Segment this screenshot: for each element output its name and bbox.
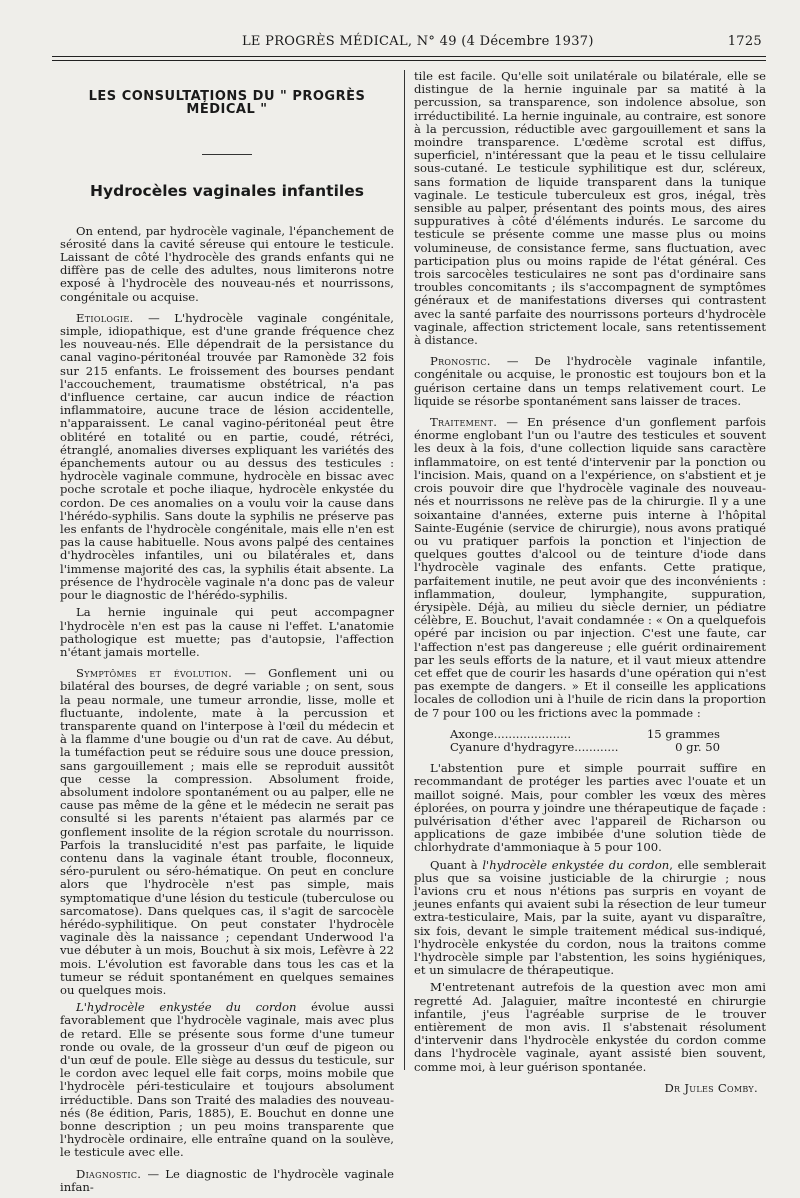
prescription-formula (450, 728, 720, 754)
quant-italic: l'hydrocèle enkystée du cordon (482, 857, 670, 872)
quant-text: , elle semblerait plus que sa voisine justiciable de la chirurgie ; nous l'avions cru et nous n'étions pas surpris en voyant de jeunes enfants qui avaient subi la résection de leur tumeur extra-testiculaire, Mais, par la suite, ayant vu disparaître, six fois, devant le simple traitement médical sus-indiqué, l'hydrocèle enkystée du cordon, nous la traitons comme l'hydrocèle simple par l'abstention, les soins hygiéniques, et un simulacre de thérapeutique. (414, 857, 767, 978)
etiologie-paragraph (60, 312, 394, 602)
right-column (414, 70, 766, 1095)
quant-paragraph (414, 859, 766, 978)
header-rule-second (52, 60, 766, 61)
header-rule (52, 56, 766, 57)
formula-quantity: 0 gr. 50 (675, 739, 720, 754)
article-title: Hydrocèles vaginales infantiles (90, 182, 364, 201)
diagnostic-heading: Diagnostic. (76, 1166, 142, 1181)
formula-quantity: 15 grammes (646, 726, 720, 741)
diagnostic-continued: tile est facile. Qu'elle soit unilatérale ou bilatérale, elle se distingue de la hernie inguinale par sa matité à la percussion, sa transparence, son indolence absolue, son irréductibilité. La hernie inguinale, au contraire, est sonore à la percussion, réductible avec gargouillement et sans la moindre transparence. L'œdème scrotal est diffus, superficiel, n'intéressant que la peau et le tissu cellulaire sous-cutané. Le testicule syphilitique est dur, scléreux, sans formation de liquide transparent dans la tunique vaginale. Le testicule tuberculeux est gros, inégal, très sensible au palper, présentant des points mous, des aires suppuratives à côté d'éléments indurés. Le sarcome du testicule se présente comme une masse plus ou moins volumineuse, de consistance ferme, sans fluctuation, avec participation plus ou moins rapide de l'état général. Ces trois sarcocèles testiculaires ne sont pas d'ordinaire sans troubles concomitants ; ils s'accompagnent de symptômes généraux et de manifestations diverses qui contrastent avec la santé parfaite des nourrissons porteurs d'hydrocèle vaginale, affection strictement locale, sans retentissement à distance. (414, 69, 766, 348)
traitement-heading: Traitement. (430, 415, 498, 430)
abstention-paragraph: L'abstention pure et simple pourrait suffire en recommandant de protéger les parties avec l'ouate et un maillot soigné. Mais, pour combler les vœux des mères éplorées, on pourra y joindre une thérapeutique de façade : pulvérisation d'éther avec l'appareil de Richarson ou applications de gaze imbibée d'une solution tiède de chlorhydrate d'ammoniaque à 5 pour 100. (414, 761, 766, 855)
traitement-paragraph (414, 416, 766, 720)
formula-row (450, 728, 720, 741)
symptomes-heading: Symptômes et évolution. (76, 666, 233, 681)
running-header (52, 34, 762, 54)
traitement-text: — En présence d'un gonflement parfois énorme englobant l'un ou l'autre des testicules et souvent les deux à la fois, d'une collection liquide sans caractère inflammatoire, on est tenté d'intervenir par la ponction ou l'incision. Mais, quand on a l'expérience, on s'abstient et je crois pouvoir dire que l'hydrocèle vaginale des nouveau-nés et nourrissons ne relève pas de la chirurgie. Il y a une soixantaine d'années, externe puis interne à l'hôpital Sainte-Eugénie (service de chirurgie), nous avons pratiqué ou vu pratiquer parfois la ponction et l'injection de quelques gouttes d'alcool ou de teinture d'iode dans l'hydrocèle vaginale des enfants. Cette pratique, parfaitement inutile, ne peut avoir que des inconvénients : inflammation, douleur, lymphangite, suppuration, érysipèle. Déjà, au milieu du siècle dernier, un pédiatre célèbre, E. Bouchut, l'avait condamnée : « On a quelquefois opéré par incision ou par injection. C'est une faute, car l'affection n'est pas dangereuse ; elle guérit ordinairement par les seuls efforts de la nature, et il vaut mieux attendre cet effet que de courir les hasards d'une opération qui n'est pas exempte de dangers. » Et il conseille les applications locales de collodion uni à l'huile de ricin dans la proportion de 7 pour 100 ou les frictions avec la pommade : (414, 415, 766, 720)
jalaguier-paragraph: M'entretenant autrefois de la question avec mon ami regretté Ad. Jalaguier, maître incontesté en chirurgie infantile, j'eus l'agréable surprise de le trouver entièrement de mon avis. Il s'abstenait résolument d'intervenir dans l'hydrocèle enkystée du cordon comme dans l'hydrocèle vaginale, ayant assisté bien souvent, comme moi, à leur guérison spontanée. (414, 980, 766, 1074)
title-separator (202, 154, 252, 155)
formula-row (450, 741, 720, 754)
symptomes-text: — Gonflement uni ou bilatéral des bourses, de degré variable ; on sent, sous la peau normale, une tumeur arrondie, lisse, molle et fluctuante, indolente, mate à la percussion et transparente quand on l'interpose à l'œil du médecin et à la flamme d'une bougie ou d'un rat de cave. Au début, la tuméfaction peut se réduire sous une douce pression, sans gargouillement ; mais elle se reproduit aussitôt que cesse la compression. Absolument froide, absolument indolore spontanément ou au palper, elle ne cause pas même de la gêne et le médecin ne serait pas consulté si les parents n'étaient pas alarmés par ce gonflement insolite de la région scrotale du nourrisson. Parfois la translucidité n'est pas parfaite, le liquide contenu dans la vaginale étant trouble, floconneux, séro-purulent ou séro-hématique. On peut en conclure alors que l'hydrocèle n'est pas simple, mais symptomatique d'une lésion du testicule (tuberculose ou sarcomatose). Dans quelques cas, il s'agit de sarcocèle hérédo-syphilitique. On peut constater l'hydrocèle vaginale dès la naissance ; cependant Underwood l'a vue débuter à un mois, Bouchut à six mois, Lefèvre à 22 mois. L'évolution est favorable dans tous les cas et la tumeur se réduit spontanément en quelques semaines ou quelques mois. (60, 666, 394, 997)
diagnostic-text: — Le diagnostic de l'hydrocèle vaginale infan- (60, 1166, 394, 1194)
formula-ingredient: Cyanure d'hydragyre............ (450, 739, 619, 754)
page-number: 1725 (727, 34, 762, 49)
symptomes-paragraph (60, 667, 394, 997)
quant-lead: Quant à (430, 857, 483, 872)
etiologie-heading: Etiologie. (76, 310, 134, 325)
pronostic-heading: Pronostic. (430, 354, 491, 369)
column-divider (404, 70, 405, 1070)
formula-ingredient: Axonge..................... (450, 726, 572, 741)
hernie-paragraph: La hernie inguinale qui peut accompagner l'hydrocèle n'en est pas la cause ni l'effet. L'anatomie pathologique est muette; pas d'autopsie, l'affection n'étant jamais mortelle. (60, 605, 394, 659)
author-signature: Dr Jules Comby. (664, 1080, 758, 1095)
pronostic-paragraph (414, 355, 766, 408)
cordon-text: évolue aussi favorablement que l'hydrocèle vaginale, mais avec plus de retard. Elle se présente sous forme d'une tumeur ronde ou ovale, de la grosseur d'un œuf de pigeon ou d'un œuf de poule. Elle siège au dessus du testicule, sur le cordon avec lequel elle fait corps, moins mobile que l'hydrocèle péri-testiculaire et toujours absolument irréductible. Dans son Traité des maladies des nouveau-nés (8e édition, Paris, 1885), E. Bouchut en donne une bonne description ; un peu moins transparente que l'hydrocèle ordinaire, elle entraîne quand on la soulève, le testicule avec elle. (60, 1000, 394, 1160)
etiologie-text: — L'hydrocèle vaginale congénitale, simple, idiopathique, est d'une grande fréquence chez les nouveau-nés. Elle dépendrait de la persistance du canal vagino-péritonéal trouvée par Ramonède 32 fois sur 215 enfants. Le froissement des bourses pendant l'accouchement, traumatisme obstétrical, n'a pas d'influence certaine, car aucun indice de réaction inflammatoire, aucune trace de lésion accidentelle, n'apparaissent. Le canal vagino-péritonéal peut être oblitéré en totalité ou en partie, coudé, rétréci, étranglé, anomalies diverses expliquant les variétés des épanchements autour ou au dessus des testicules : hydrocèle vaginale commune, hydrocèle en bissac avec poche scrotale et poche iliaque, hydrocèle enkystée du cordon. De ces anomalies on a voulu voir la cause dans l'hérédo-syphilis. Sans doute la syphilis ne préserve pas les enfants de l'hydrocèle congénitale, mais elle n'en est pas la cause habituelle. Nous avons palpé des centaines d'hydrocèles infantiles, uni ou bilatérales et, dans l'immense majorité des cas, la syphilis était absente. La présence de l'hydrocèle vaginale n'a donc pas de valeur pour le diagnostic de l'hérédo-syphilis. (60, 310, 394, 603)
pronostic-text: — De l'hydrocèle vaginale infantile, congénitale ou acquise, le pronostic est toujours bon et la guérison certaine dans un temps relativement court. Le liquide se résorbe spontanément sans laisser de traces. (414, 354, 766, 408)
cordon-paragraph (60, 1001, 394, 1159)
left-column (60, 70, 394, 1198)
section-title: LES CONSULTATIONS DU " PROGRÈS MÉDICAL " (88, 89, 366, 118)
intro-paragraph: On entend, par hydrocèle vaginale, l'épanchement de sérosité dans la cavité séreuse qui entoure le testicule. Laissant de côté l'hydrocèle des grands enfants qui ne diffère pas de celle des adultes, nous limiterons notre exposé à l'hydrocèle des nouveau-nés et nourrissons, congénitale ou acquise. (60, 223, 394, 304)
journal-title: LE PROGRÈS MÉDICAL, N° 49 (4 Décembre 1937) (242, 34, 594, 49)
cordon-italic: L'hydrocèle enkystée du cordon (76, 1000, 297, 1015)
diagnostic-paragraph (60, 1168, 394, 1194)
